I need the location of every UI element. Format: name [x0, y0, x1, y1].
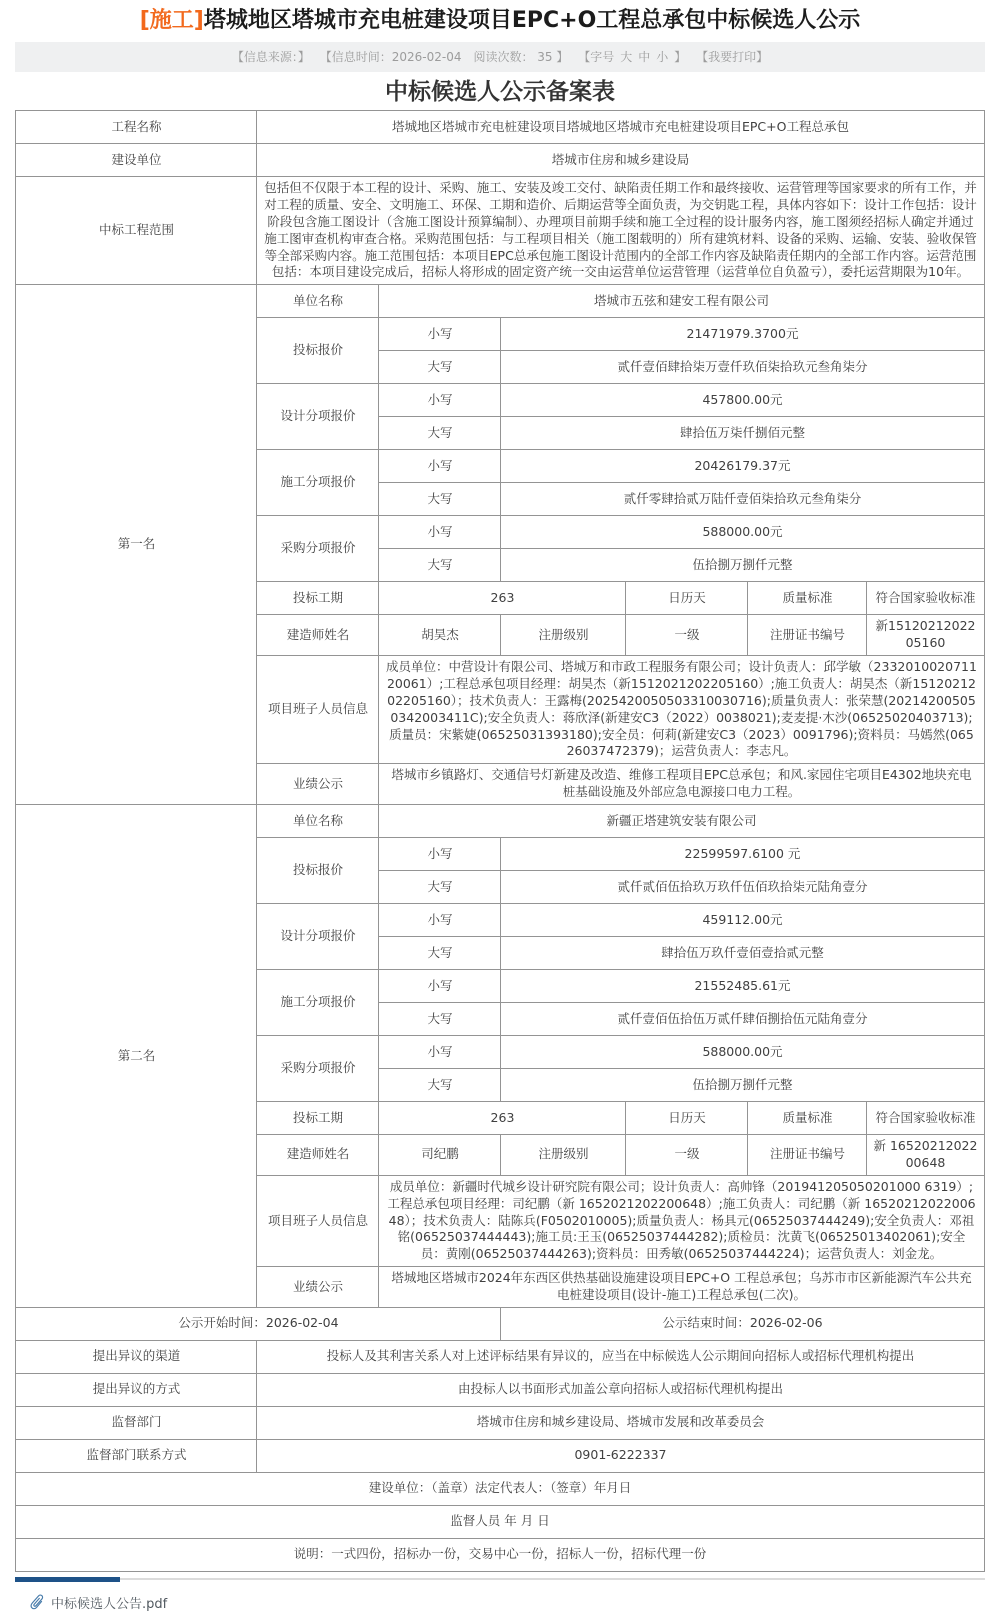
- design-lower-value: 457800.00元: [501, 384, 984, 417]
- divider-accent-bar: [15, 1577, 120, 1582]
- owner-value: 塔城市住房和城乡建设局: [257, 144, 984, 177]
- upper-case-label: 大写: [379, 417, 501, 450]
- cert-no-value: 新1512021202205160: [867, 615, 984, 656]
- calendar-days-label: 日历天: [626, 1102, 748, 1135]
- record-table-title: 中标候选人公示备案表: [385, 79, 615, 105]
- procurement-lower-value: 588000.00元: [501, 1036, 984, 1069]
- supervisor-label: 监督部门: [16, 1406, 257, 1439]
- info-time-views: 【信息时间：2026-02-04 阅读次数： 35 】: [319, 50, 569, 64]
- builder-name-value: 胡昊杰: [379, 615, 501, 656]
- bid-upper-value: 贰仟壹佰肆拾柒万壹仟玖佰柒拾玖元叁角柒分: [501, 351, 984, 384]
- unit-name-label: 单位名称: [257, 805, 379, 838]
- construction-lower-value: 21552485.61元: [501, 970, 984, 1003]
- info-bar: [15, 42, 985, 72]
- design-lower-value: 459112.00元: [501, 904, 984, 937]
- lower-case-label: 小写: [379, 450, 501, 483]
- fontsize-label-close: 】: [674, 50, 687, 64]
- team-value: 成员单位：中营设计有限公司、塔城万和市政工程服务有限公司；设计负责人：邱学敏（233201002071120061）;工程总承包项目经理：胡昊杰（新1512021202205160）;施工负责人：胡昊杰（新1512021202205160）；技术负责人：王露梅(2025420050503310030716);质量负责人：张荣慧(202142005050342003411C);安全负责人：蒋欣泽(新建安C3（2022）0038021);麦麦提·木沙(06525020403713);质量员：宋紫婕(06525031393180);安全员：何莉(新建安C3（2023）0091796);资料员：马嫣然(06526037472379)；运营负责人：李志凡。: [379, 656, 984, 764]
- page-title-text: 塔城地区塔城市充电桩建设项目EPC+O工程总承包中标候选人公示: [203, 8, 861, 33]
- quality-std-label: 质量标准: [748, 582, 867, 615]
- publicity-start: 公示开始时间：2026-02-04: [16, 1307, 501, 1340]
- design-upper-value: 肆拾伍万柒仟捌佰元整: [501, 417, 984, 450]
- scope-label: 中标工程范围: [16, 177, 257, 285]
- design-upper-value: 肆拾伍万玖仟壹佰壹拾贰元整: [501, 937, 984, 970]
- construction-price-label: 施工分项报价: [257, 970, 379, 1036]
- rank-cell: 第一名: [16, 285, 257, 805]
- lower-case-label: 小写: [379, 384, 501, 417]
- supervisor-contact-value: 0901-6222337: [257, 1439, 984, 1472]
- objection-channel-value: 投标人及其利害关系人对上述评标结果有异议的，应当在中标候选人公示期间向招标人或招标代理机构提出: [257, 1340, 984, 1373]
- upper-case-label: 大写: [379, 871, 501, 904]
- upper-case-label: 大写: [379, 549, 501, 582]
- design-price-label: 设计分项报价: [257, 384, 379, 450]
- objection-method-label: 提出异议的方式: [16, 1373, 257, 1406]
- duration-value: 263: [379, 582, 626, 615]
- attachment-section-divider: [15, 1578, 985, 1580]
- builder-name-label: 建造师姓名: [257, 615, 379, 656]
- performance-value: 塔城市乡镇路灯、交通信号灯新建及改造、维修工程项目EPC总承包；和风.家园住宅项目E4302地块充电桩基础设施及外部应急电源接口电力工程。: [379, 764, 984, 805]
- procurement-lower-value: 588000.00元: [501, 516, 984, 549]
- bid-price-label: 投标报价: [257, 318, 379, 384]
- lower-case-label: 小写: [379, 318, 501, 351]
- unit-name-value: 塔城市五弦和建安工程有限公司: [379, 285, 984, 318]
- bid-upper-value: 贰仟贰佰伍拾玖万玖仟伍佰玖拾柒元陆角壹分: [501, 871, 984, 904]
- fontsize-large-link[interactable]: 大: [620, 50, 633, 64]
- page-title: [0, 0, 1000, 34]
- objection-channel-label: 提出异议的渠道: [16, 1340, 257, 1373]
- publicity-end: 公示结束时间：2026-02-06: [501, 1307, 984, 1340]
- upper-case-label: 大写: [379, 937, 501, 970]
- cert-no-value: 新 1652021202200648: [867, 1135, 984, 1176]
- lower-case-label: 小写: [379, 1036, 501, 1069]
- lower-case-label: 小写: [379, 970, 501, 1003]
- supervisor-value: 塔城市住房和城乡建设局、塔城市发展和改革委员会: [257, 1406, 984, 1439]
- attachment-name[interactable]: 中标候选人公告.pdf: [51, 1596, 168, 1612]
- stamp-line: 建设单位：（盖章）法定代表人：（签章）年月日: [16, 1472, 984, 1505]
- upper-case-label: 大写: [379, 1069, 501, 1102]
- construction-upper-value: 贰仟壹佰伍拾伍万贰仟肆佰捌拾伍元陆角壹分: [501, 1003, 984, 1036]
- procurement-price-label: 采购分项报价: [257, 1036, 379, 1102]
- fontsize-small-link[interactable]: 小: [656, 50, 669, 64]
- upper-case-label: 大写: [379, 351, 501, 384]
- info-source: 【信息来源：】: [231, 50, 310, 64]
- calendar-days-label: 日历天: [626, 582, 748, 615]
- bid-lower-value: 21471979.3700元: [501, 318, 984, 351]
- performance-label: 业绩公示: [257, 1267, 379, 1308]
- team-label: 项目班子人员信息: [257, 1175, 379, 1266]
- builder-name-value: 司纪鹏: [379, 1135, 501, 1176]
- lower-case-label: 小写: [379, 904, 501, 937]
- objection-method-value: 由投标人以书面形式加盖公章向招标人或招标代理机构提出: [257, 1373, 984, 1406]
- reg-level-value: 一级: [626, 615, 748, 656]
- procurement-price-label: 采购分项报价: [257, 516, 379, 582]
- lower-case-label: 小写: [379, 838, 501, 871]
- upper-case-label: 大写: [379, 1003, 501, 1036]
- reg-level-label: 注册级别: [501, 615, 626, 656]
- design-price-label: 设计分项报价: [257, 904, 379, 970]
- lower-case-label: 小写: [379, 516, 501, 549]
- unit-name-value: 新疆正塔建筑安装有限公司: [379, 805, 984, 838]
- page-title-tag: [施工]: [139, 8, 204, 33]
- performance-value: 塔城地区塔城市2024年东西区供热基础设施建设项目EPC+O 工程总承包；乌苏市市区新能源汽车公共充电桩建设项目(设计-施工)工程总承包(二次)。: [379, 1267, 984, 1308]
- duration-label: 投标工期: [257, 582, 379, 615]
- supervisor-contact-label: 监督部门联系方式: [16, 1439, 257, 1472]
- cert-no-label: 注册证书编号: [748, 615, 867, 656]
- project-name-label: 工程名称: [16, 111, 257, 144]
- scope-value: 包括但不仅限于本工程的设计、采购、施工、安装及竣工交付、缺陷责任期工作和最终接收、运营管理等国家要求的所有工作，并对工程的质量、安全、文明施工、环保、工期和造价、后期运营等全面负责，为交钥匙工程，具体内容如下：设计工作包括：设计阶段包含施工图设计（含施工图设计预算编制）、办理项目前期手续和施工全过程的设计服务内容，施工图须经招标人确定并通过施工图审查机构审查合格。采购范围包括：与工程项目相关（施工图载明的）所有建筑材料、设备的采购、运输、安装、验收保管等全部采购内容。施工范围包括：本项目EPC总承包施工图设计范围内的全部工作内容及缺陷责任期内的全部工作内容。运营范围包括：本项目建设完成后，招标人将形成的固定资产统一交由运营单位运营管理（运营单位自负盈亏），委托运营期限为10年。: [257, 177, 984, 285]
- supervisor-line: 监督人员 年 月 日: [16, 1505, 984, 1538]
- fontsize-label: 【字号: [578, 50, 615, 64]
- procurement-upper-value: 伍拾捌万捌仟元整: [501, 1069, 984, 1102]
- fontsize-medium-link[interactable]: 中: [638, 50, 651, 64]
- procurement-upper-value: 伍拾捌万捌仟元整: [501, 549, 984, 582]
- team-label: 项目班子人员信息: [257, 656, 379, 764]
- rank-cell: 第二名: [16, 805, 257, 1308]
- quality-value: 符合国家验收标准: [867, 1102, 984, 1135]
- construction-lower-value: 20426179.37元: [501, 450, 984, 483]
- bid-lower-value: 22599597.6100 元: [501, 838, 984, 871]
- paperclip-icon: [30, 1594, 44, 1610]
- project-name-value: 塔城地区塔城市充电桩建设项目塔城地区塔城市充电桩建设项目EPC+O工程总承包: [257, 111, 984, 144]
- team-value: 成员单位：新疆时代城乡设计研究院有限公司；设计负责人：高帅锋（201941205050201000 6319）;工程总承包项目经理：司纪鹏（新 1652021202200648）;施工负责人：司纪鹏（新 1652021202200648）；技术负责人：陆陈兵(F0502010005);质量负责人：杨具元(06525037444249);安全负责人：邓祖铭(06525037444443);施工员:王玉(06525037444282);质检员：沈黄飞(06525013402061);安全员：黄刚(06525037444263);资料员：田秀敏(06525037444224)；运营负责人：刘金龙。: [379, 1175, 984, 1266]
- attachment-link[interactable]: [30, 1593, 1000, 1612]
- duration-value: 263: [379, 1102, 626, 1135]
- construction-price-label: 施工分项报价: [257, 450, 379, 516]
- reg-level-value: 一级: [626, 1135, 748, 1176]
- duration-label: 投标工期: [257, 1102, 379, 1135]
- builder-name-label: 建造师姓名: [257, 1135, 379, 1176]
- record-table: [15, 110, 984, 1572]
- owner-label: 建设单位: [16, 144, 257, 177]
- construction-upper-value: 贰仟零肆拾贰万陆仟壹佰柒拾玖元叁角柒分: [501, 483, 984, 516]
- note-line: 说明：一式四份，招标办一份，交易中心一份，招标人一份，招标代理一份: [16, 1538, 984, 1571]
- unit-name-label: 单位名称: [257, 285, 379, 318]
- print-link[interactable]: 【我要打印】: [696, 50, 769, 64]
- reg-level-label: 注册级别: [501, 1135, 626, 1176]
- quality-std-label: 质量标准: [748, 1102, 867, 1135]
- performance-label: 业绩公示: [257, 764, 379, 805]
- upper-case-label: 大写: [379, 483, 501, 516]
- quality-value: 符合国家验收标准: [867, 582, 984, 615]
- cert-no-label: 注册证书编号: [748, 1135, 867, 1176]
- bid-price-label: 投标报价: [257, 838, 379, 904]
